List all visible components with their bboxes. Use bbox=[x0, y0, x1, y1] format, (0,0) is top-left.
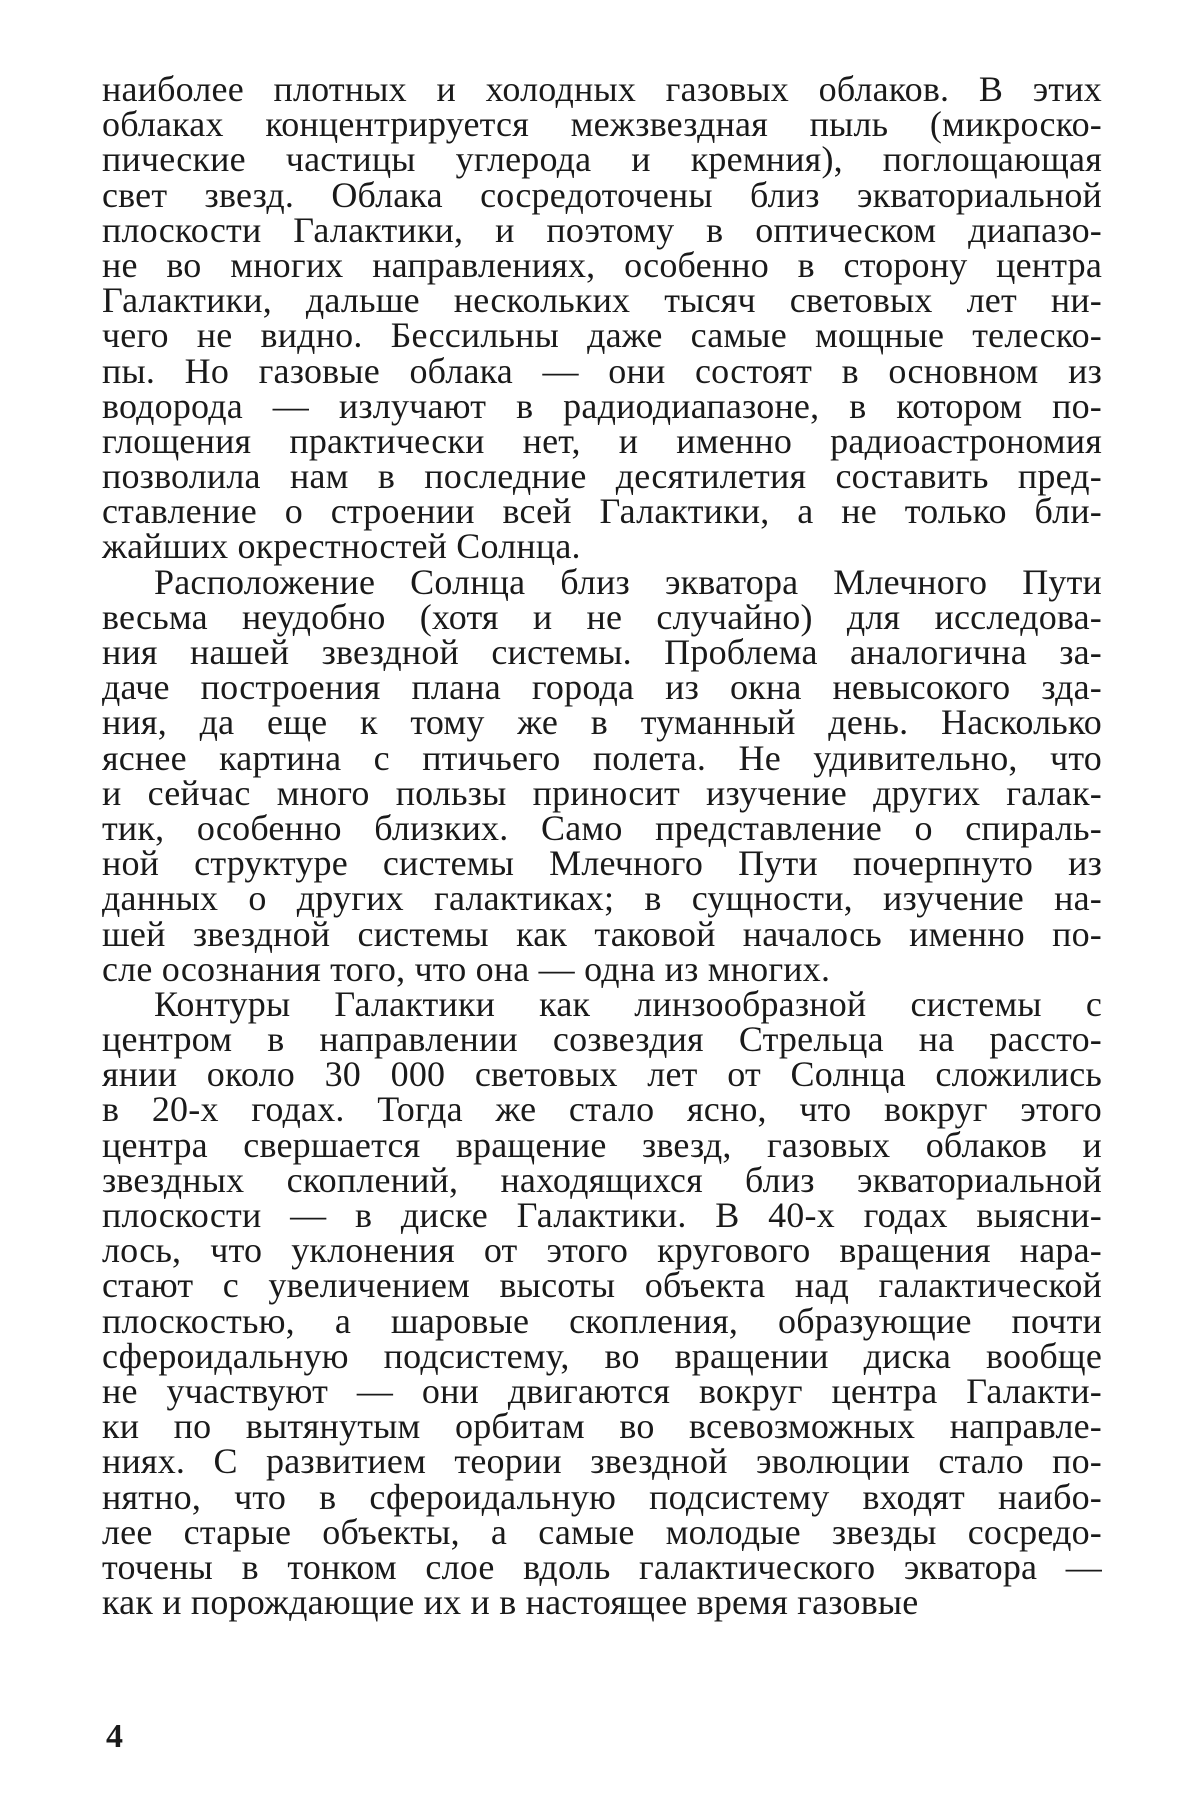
text-line: в 20-х годах. Тогда же стало ясно, что вокруг этого bbox=[102, 1089, 1102, 1130]
text-line: ставление о строении всей Галактики, а не только бли- bbox=[102, 491, 1102, 532]
text-line: глощения практически нет, и именно радиоастрономия bbox=[102, 420, 1102, 461]
text-line: жайших окрестностей Солнца. bbox=[102, 526, 581, 567]
text-line: плоскостью, а шаровые скопления, образующие почти bbox=[102, 1300, 1102, 1341]
text-line: ки по вытянутым орбитам во всевозможных направле- bbox=[102, 1406, 1102, 1447]
text-line: тик, особенно близких. Само представление о спираль- bbox=[102, 807, 1102, 848]
text-line: лось, что уклонения от этого кругового вращения нара- bbox=[102, 1230, 1102, 1271]
text-line: звездных скоплений, находящихся близ экваториальной bbox=[102, 1159, 1102, 1200]
text-line: и сейчас много пользы приносит изучение других галак- bbox=[102, 772, 1102, 813]
body-text bbox=[102, 69, 1102, 1623]
text-line: наиболее плотных и холодных газовых облаков. В этих bbox=[102, 69, 1102, 109]
text-line: даче построения плана города из окна невысокого зда- bbox=[102, 667, 1102, 708]
text-line: как и порождающие их и в настоящее время газовые bbox=[102, 1582, 919, 1623]
text-line: лее старые объекты, а самые молодые звезды сосредо- bbox=[102, 1511, 1102, 1552]
paragraph bbox=[102, 983, 1102, 1623]
text-line: Контуры Галактики как линзообразной системы с bbox=[154, 983, 1102, 1024]
text-line: весьма неудобно (хотя и не случайно) для исследова- bbox=[102, 596, 1102, 637]
text-line: позволила нам в последние десятилетия составить пред- bbox=[102, 456, 1102, 497]
text-line: сле осознания того, что она — одна из многих. bbox=[102, 948, 831, 989]
text-line: яснее картина с птичьего полета. Не удивительно, что bbox=[102, 737, 1102, 778]
text-line: центра свершается вращение звезд, газовых облаков и bbox=[102, 1124, 1102, 1165]
text-line: облаках концентрируется межзвездная пыль (микроско- bbox=[102, 104, 1102, 145]
text-line: пические частицы углерода и кремния), поглощающая bbox=[102, 139, 1102, 180]
text-line: данных о других галактиках; в сущности, изучение на- bbox=[102, 878, 1102, 919]
text-line: ния нашей звездной системы. Проблема аналогична за- bbox=[102, 632, 1102, 672]
text-line: чего не видно. Бессильны даже самые мощные телеско- bbox=[102, 315, 1102, 356]
text-line: сфероидальную подсистему, во вращении диска вообще bbox=[102, 1335, 1102, 1376]
text-line: стают с увеличением высоты объекта над галактической bbox=[102, 1265, 1102, 1306]
text-line: шей звездной системы как таковой началось именно по- bbox=[102, 913, 1102, 954]
text-line: ния, да еще к тому же в туманный день. Насколько bbox=[102, 702, 1102, 743]
text-line: не во многих направлениях, особенно в сторону центра bbox=[102, 244, 1102, 285]
text-line: Галактики, дальше нескольких тысяч световых лет ни- bbox=[102, 280, 1102, 321]
text-line: не участвуют — они двигаются вокруг центра Галакти- bbox=[102, 1370, 1102, 1411]
paragraph bbox=[102, 561, 1102, 989]
text-line: водорода — излучают в радиодиапазоне, в котором по- bbox=[102, 385, 1102, 426]
text-line: нятно, что в сфероидальную подсистему входят наибо- bbox=[102, 1476, 1102, 1517]
text-line: пы. Но газовые облака — они состоят в основном из bbox=[102, 350, 1102, 391]
text-line: Расположение Солнца близ экватора Млечного Пути bbox=[154, 561, 1102, 602]
text-line: точены в тонком слое вдоль галактического экватора — bbox=[102, 1546, 1102, 1587]
text-line: центром в направлении созвездия Стрельца на рассто- bbox=[102, 1019, 1102, 1060]
text-line: плоскости Галактики, и поэтому в оптическом диапазо- bbox=[102, 209, 1102, 250]
page-number: 4 bbox=[106, 1718, 123, 1755]
text-line: янии около 30 000 световых лет от Солнца сложились bbox=[102, 1054, 1102, 1095]
text-line: плоскости — в диске Галактики. В 40-х годах выясни- bbox=[102, 1195, 1102, 1235]
text-line: ной структуре системы Млечного Пути почерпнуто из bbox=[102, 843, 1102, 884]
text-line: свет звезд. Облака сосредоточены близ экваториальной bbox=[102, 174, 1102, 215]
text-line: ниях. С развитием теории звездной эволюции стало по- bbox=[102, 1441, 1102, 1482]
paragraph bbox=[102, 69, 1102, 567]
